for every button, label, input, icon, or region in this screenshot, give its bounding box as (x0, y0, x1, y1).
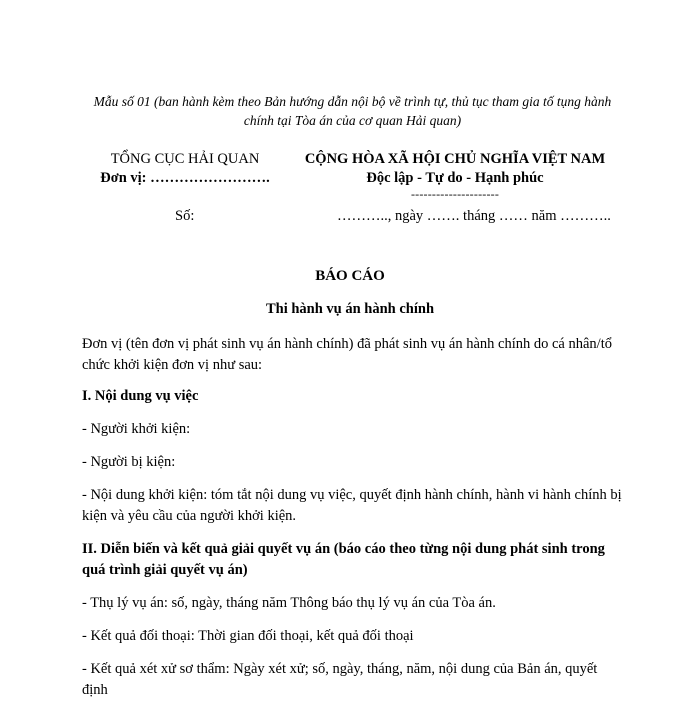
intro-paragraph: Đơn vị (tên đơn vị phát sinh vụ án hành chính) đã phát sinh vụ án hành chính do cá nhân/tổ chức khởi kiện đơn vị như sau: (82, 336, 612, 373)
section-2-item-acceptance: - Thụ lý vụ án: số, ngày, tháng năm Thông báo thụ lý vụ án của Tòa án. (82, 595, 496, 611)
section-2-item-first-instance: - Kết quả xét xử sơ thẩm: Ngày xét xử; số, ngày, tháng, năm, nội dung của Bản án, quyết định (82, 661, 598, 698)
right-header (290, 150, 620, 200)
motto-underline: --------------------- (410, 187, 500, 201)
organization-name: TỔNG CỤC HẢI QUAN (110, 151, 260, 167)
section-1-item-defendant: - Người bị kiện: (82, 454, 176, 470)
section-1-item-plaintiff: - Người khởi kiện: (82, 421, 191, 437)
section-2-item-dialogue: - Kết quả đối thoại: Thời gian đối thoại, kết quả đối thoại (82, 628, 414, 644)
report-title: BÁO CÁO (315, 268, 385, 284)
form-caption: Mẫu số 01 (ban hành kèm theo Bản hướng dẫn nội bộ về trình tự, thủ tục tham gia tố tụng hành chính tại Tòa án của cơ quan Hải quan) (93, 94, 612, 128)
date-line: ……….., ngày ……. tháng …… năm ……….. (337, 208, 611, 224)
nation-name: CỘNG HÒA XÃ HỘI CHỦ NGHĨA VIỆT NAM (304, 151, 606, 167)
national-motto: Độc lập - Tự do - Hạnh phúc (366, 170, 544, 186)
section-1-heading: I. Nội dung vụ việc (82, 388, 199, 404)
unit-line: Đơn vị: ……………………. (100, 170, 270, 186)
section-2-heading: II. Diễn biến và kết quả giải quyết vụ án (báo cáo theo từng nội dung phát sinh trong quá trình giải quyết vụ án) (82, 541, 605, 578)
report-subtitle: Thi hành vụ án hành chính (265, 301, 435, 317)
report-body (82, 334, 622, 713)
section-1-item-claim: - Nội dung khởi kiện: tóm tắt nội dung vụ việc, quyết định hành chính, hành vi hành chính bị kiện và yêu cầu của người khởi kiện. (82, 487, 622, 524)
left-header (100, 150, 270, 188)
document-number-label: Số: (175, 208, 195, 224)
